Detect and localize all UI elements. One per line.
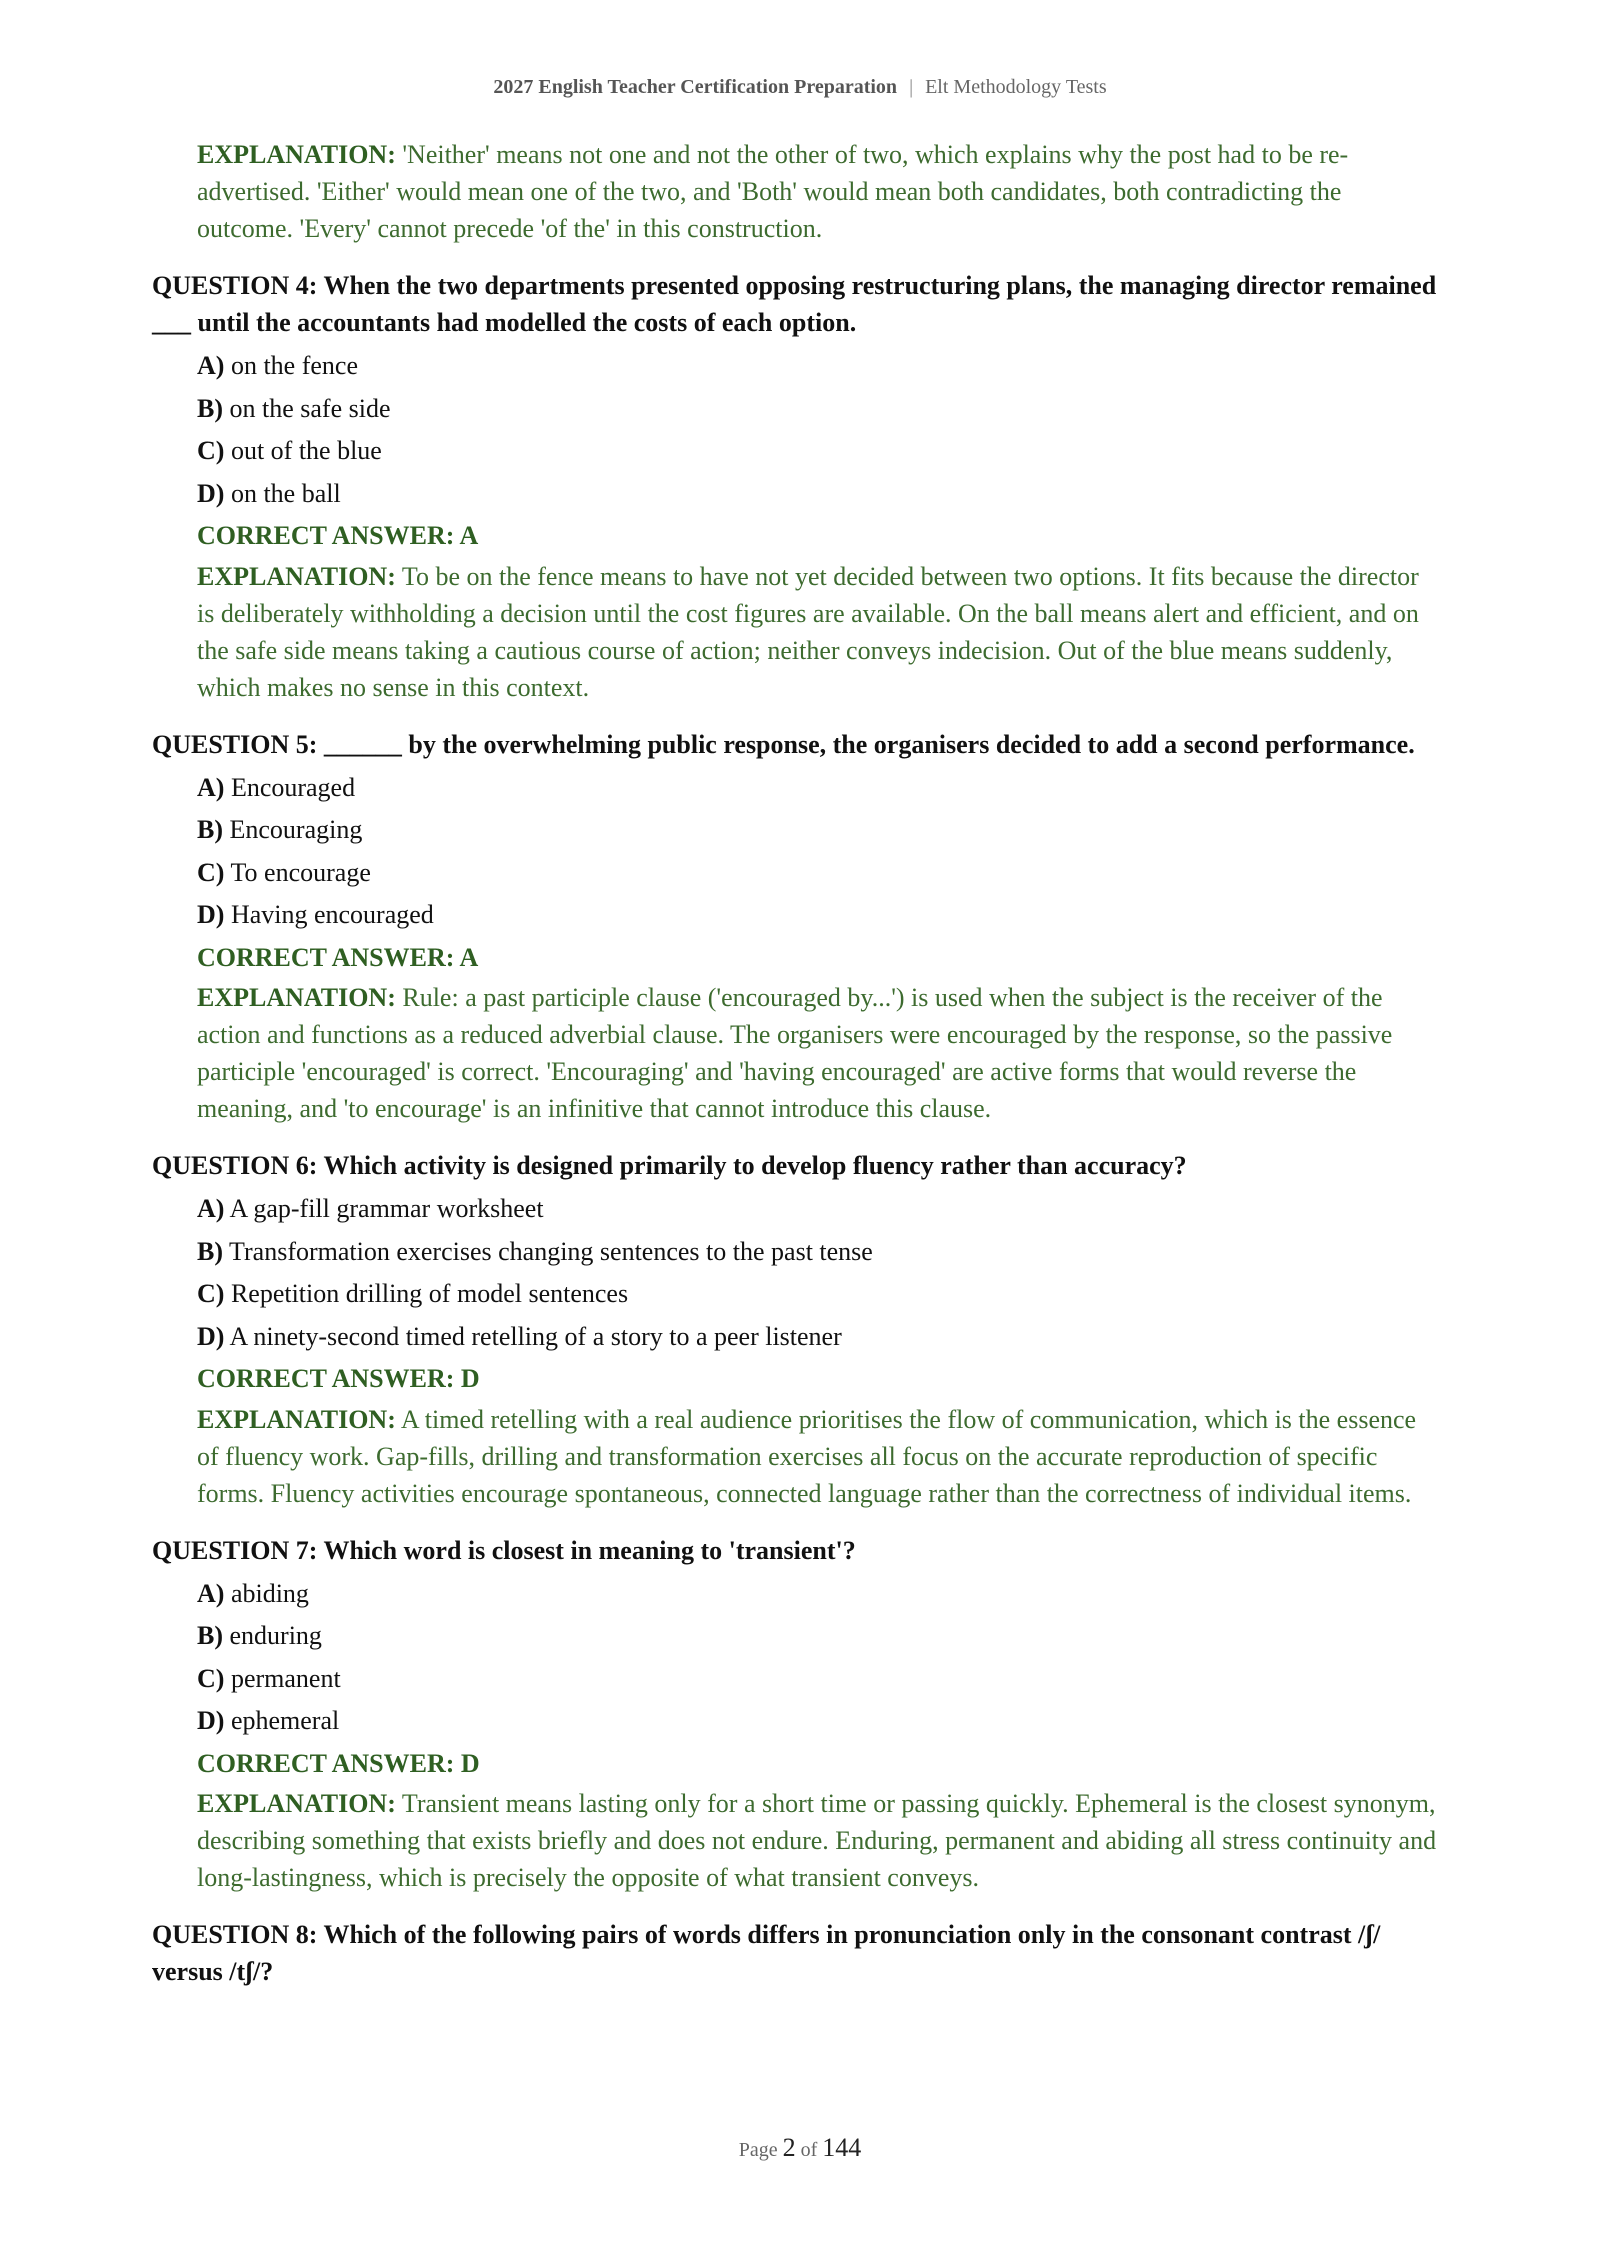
explanation-text: To be on the fence means to have not yet decided between two options. It fits because the director is deliberately withholding a decision until the cost figures are available. On the ball means alert and efficient, and on the safe side means taking a cautious course of action; neither conveys indecision. Out of the blue means suddenly, which makes no sense in this context.	[197, 561, 1419, 702]
answer-option	[197, 852, 1442, 895]
explanation-text: 'Neither' means not one and not the other of two, which explains why the post had to be re-advertised. 'Either' would mean one of the two, and 'Both' would mean both candidates, both contradicting the outcome. 'Every' cannot precede 'of the' in this construction.	[197, 140, 1349, 243]
correct-answer: CORRECT ANSWER: A	[197, 521, 479, 550]
option-text: Having encouraged	[224, 900, 434, 929]
option-text: abiding	[224, 1578, 309, 1608]
explanation-label: EXPLANATION:	[197, 140, 396, 169]
explanation-text: Transient means lasting only for a short time or passing quickly. Ephemeral is the closest synonym, describing something that exists briefly and does not endure. Enduring, permanent and abiding all stress continuity and long-lastingness, which is precisely the opposite of what transient conveys.	[197, 1789, 1437, 1892]
answer-option	[197, 430, 1442, 473]
question-stem: QUESTION 5: ______ by the overwhelming public response, the organisers decided to add a second performance.	[152, 729, 1415, 759]
explanation-label: EXPLANATION:	[197, 1404, 396, 1434]
explanation-text: Rule: a past participle clause ('encouraged by...') is used when the subject is the receiver of the action and functions as a reduced adverbial clause. The organisers were encouraged by the response, so the passive participle 'encouraged' is correct. 'Encouraging' and 'having encouraged' are active forms that would reverse the meaning, and 'to encourage' is an infinitive that cannot introduce this clause.	[197, 983, 1393, 1123]
explanation-label: EXPLANATION:	[197, 983, 396, 1012]
option-text: Encouraged	[224, 772, 356, 802]
answer-option	[197, 1231, 1442, 1274]
question-block	[152, 267, 1442, 706]
page-of: of	[795, 2139, 823, 2161]
answer-option	[197, 1573, 1442, 1616]
header-separator: |	[909, 76, 914, 98]
option-list	[197, 767, 1442, 937]
option-letter: C)	[197, 436, 225, 465]
option-letter: D)	[197, 1706, 225, 1735]
option-letter: C)	[197, 857, 225, 887]
option-text: out of the blue	[224, 436, 382, 465]
page-footer	[0, 2133, 1600, 2163]
explanation	[197, 979, 1442, 1127]
answer-option	[197, 1316, 1442, 1359]
answer-option	[197, 1658, 1442, 1701]
option-letter: D)	[197, 1321, 225, 1351]
answer-option	[197, 809, 1442, 852]
explanation	[197, 1401, 1442, 1512]
option-list	[197, 345, 1442, 515]
question-stem: QUESTION 7: Which word is closest in meaning to 'transient'?	[152, 1535, 856, 1565]
page-current: 2	[782, 2133, 796, 2162]
option-text: To encourage	[224, 857, 371, 887]
question-stem: QUESTION 6: Which activity is designed primarily to develop fluency rather than accuracy?	[152, 1151, 1187, 1180]
page-prefix: Page	[738, 2139, 783, 2161]
answer-option	[197, 345, 1442, 388]
answer-option	[197, 388, 1442, 431]
option-letter: C)	[197, 1663, 225, 1693]
option-text: on the ball	[224, 478, 341, 508]
option-text: A ninety-second timed retelling of a story to a peer listener	[224, 1321, 842, 1351]
option-letter: A)	[197, 772, 225, 802]
explanation-text: A timed retelling with a real audience prioritises the flow of communication, which is the essence of fluency work. Gap-fills, drilling and transformation exercises all focus on the accurate reproduction of specific forms. Fluency activities encourage spontaneous, connected language rather than the correctness of individual items.	[197, 1404, 1417, 1508]
option-text: Transformation exercises changing sentences to the past tense	[223, 1236, 873, 1266]
option-letter: A)	[197, 351, 225, 380]
option-list	[197, 1188, 1442, 1358]
option-letter: A)	[197, 1194, 225, 1223]
page-header	[0, 76, 1600, 99]
document-title: 2027 English Teacher Certification Preparation	[493, 76, 898, 98]
answer-option	[197, 1273, 1442, 1316]
correct-answer: CORRECT ANSWER: A	[197, 942, 479, 972]
option-letter: D)	[197, 900, 225, 929]
option-text: ephemeral	[224, 1706, 340, 1735]
explanation-label: EXPLANATION:	[197, 561, 396, 591]
carryover-explanation	[197, 136, 1442, 247]
option-letter: B)	[197, 815, 223, 844]
explanation	[197, 558, 1442, 706]
answer-option	[197, 1615, 1442, 1658]
question-block	[152, 1916, 1442, 1990]
option-text: permanent	[224, 1663, 341, 1693]
option-list	[197, 1573, 1442, 1743]
option-text: on the fence	[224, 351, 358, 380]
answer-option	[197, 894, 1442, 937]
question-block	[152, 1532, 1442, 1897]
option-text: A gap-fill grammar worksheet	[224, 1194, 544, 1223]
correct-answer: CORRECT ANSWER: D	[197, 1748, 480, 1778]
option-text: Encouraging	[223, 815, 363, 844]
answer-option	[197, 1700, 1442, 1743]
question-block	[152, 1147, 1442, 1512]
question-block	[152, 726, 1442, 1128]
option-text: enduring	[223, 1621, 322, 1650]
answer-option	[197, 473, 1442, 516]
option-text: on the safe side	[223, 393, 391, 423]
question-list	[152, 267, 1442, 1990]
option-text: Repetition drilling of model sentences	[224, 1279, 629, 1308]
option-letter: D)	[197, 478, 225, 508]
explanation-label: EXPLANATION:	[197, 1789, 396, 1818]
answer-option	[197, 767, 1442, 810]
option-letter: B)	[197, 1621, 223, 1650]
question-stem: QUESTION 8: Which of the following pairs of words differs in pronunciation only in the consonant contrast /ʃ/ versus /tʃ/?	[152, 1920, 1381, 1986]
page-total: 144	[822, 2133, 862, 2162]
explanation	[197, 1785, 1442, 1896]
option-letter: B)	[197, 1236, 223, 1266]
question-stem: QUESTION 4: When the two departments presented opposing restructuring plans, the managing director remained ___ until the accountants had modelled the costs of each option.	[152, 271, 1437, 337]
answer-option	[197, 1188, 1442, 1231]
document-subtitle: Elt Methodology Tests	[925, 76, 1107, 98]
option-letter: C)	[197, 1279, 225, 1308]
page-content	[152, 136, 1442, 1990]
correct-answer: CORRECT ANSWER: D	[197, 1364, 480, 1393]
option-letter: A)	[197, 1578, 225, 1608]
option-letter: B)	[197, 393, 223, 423]
